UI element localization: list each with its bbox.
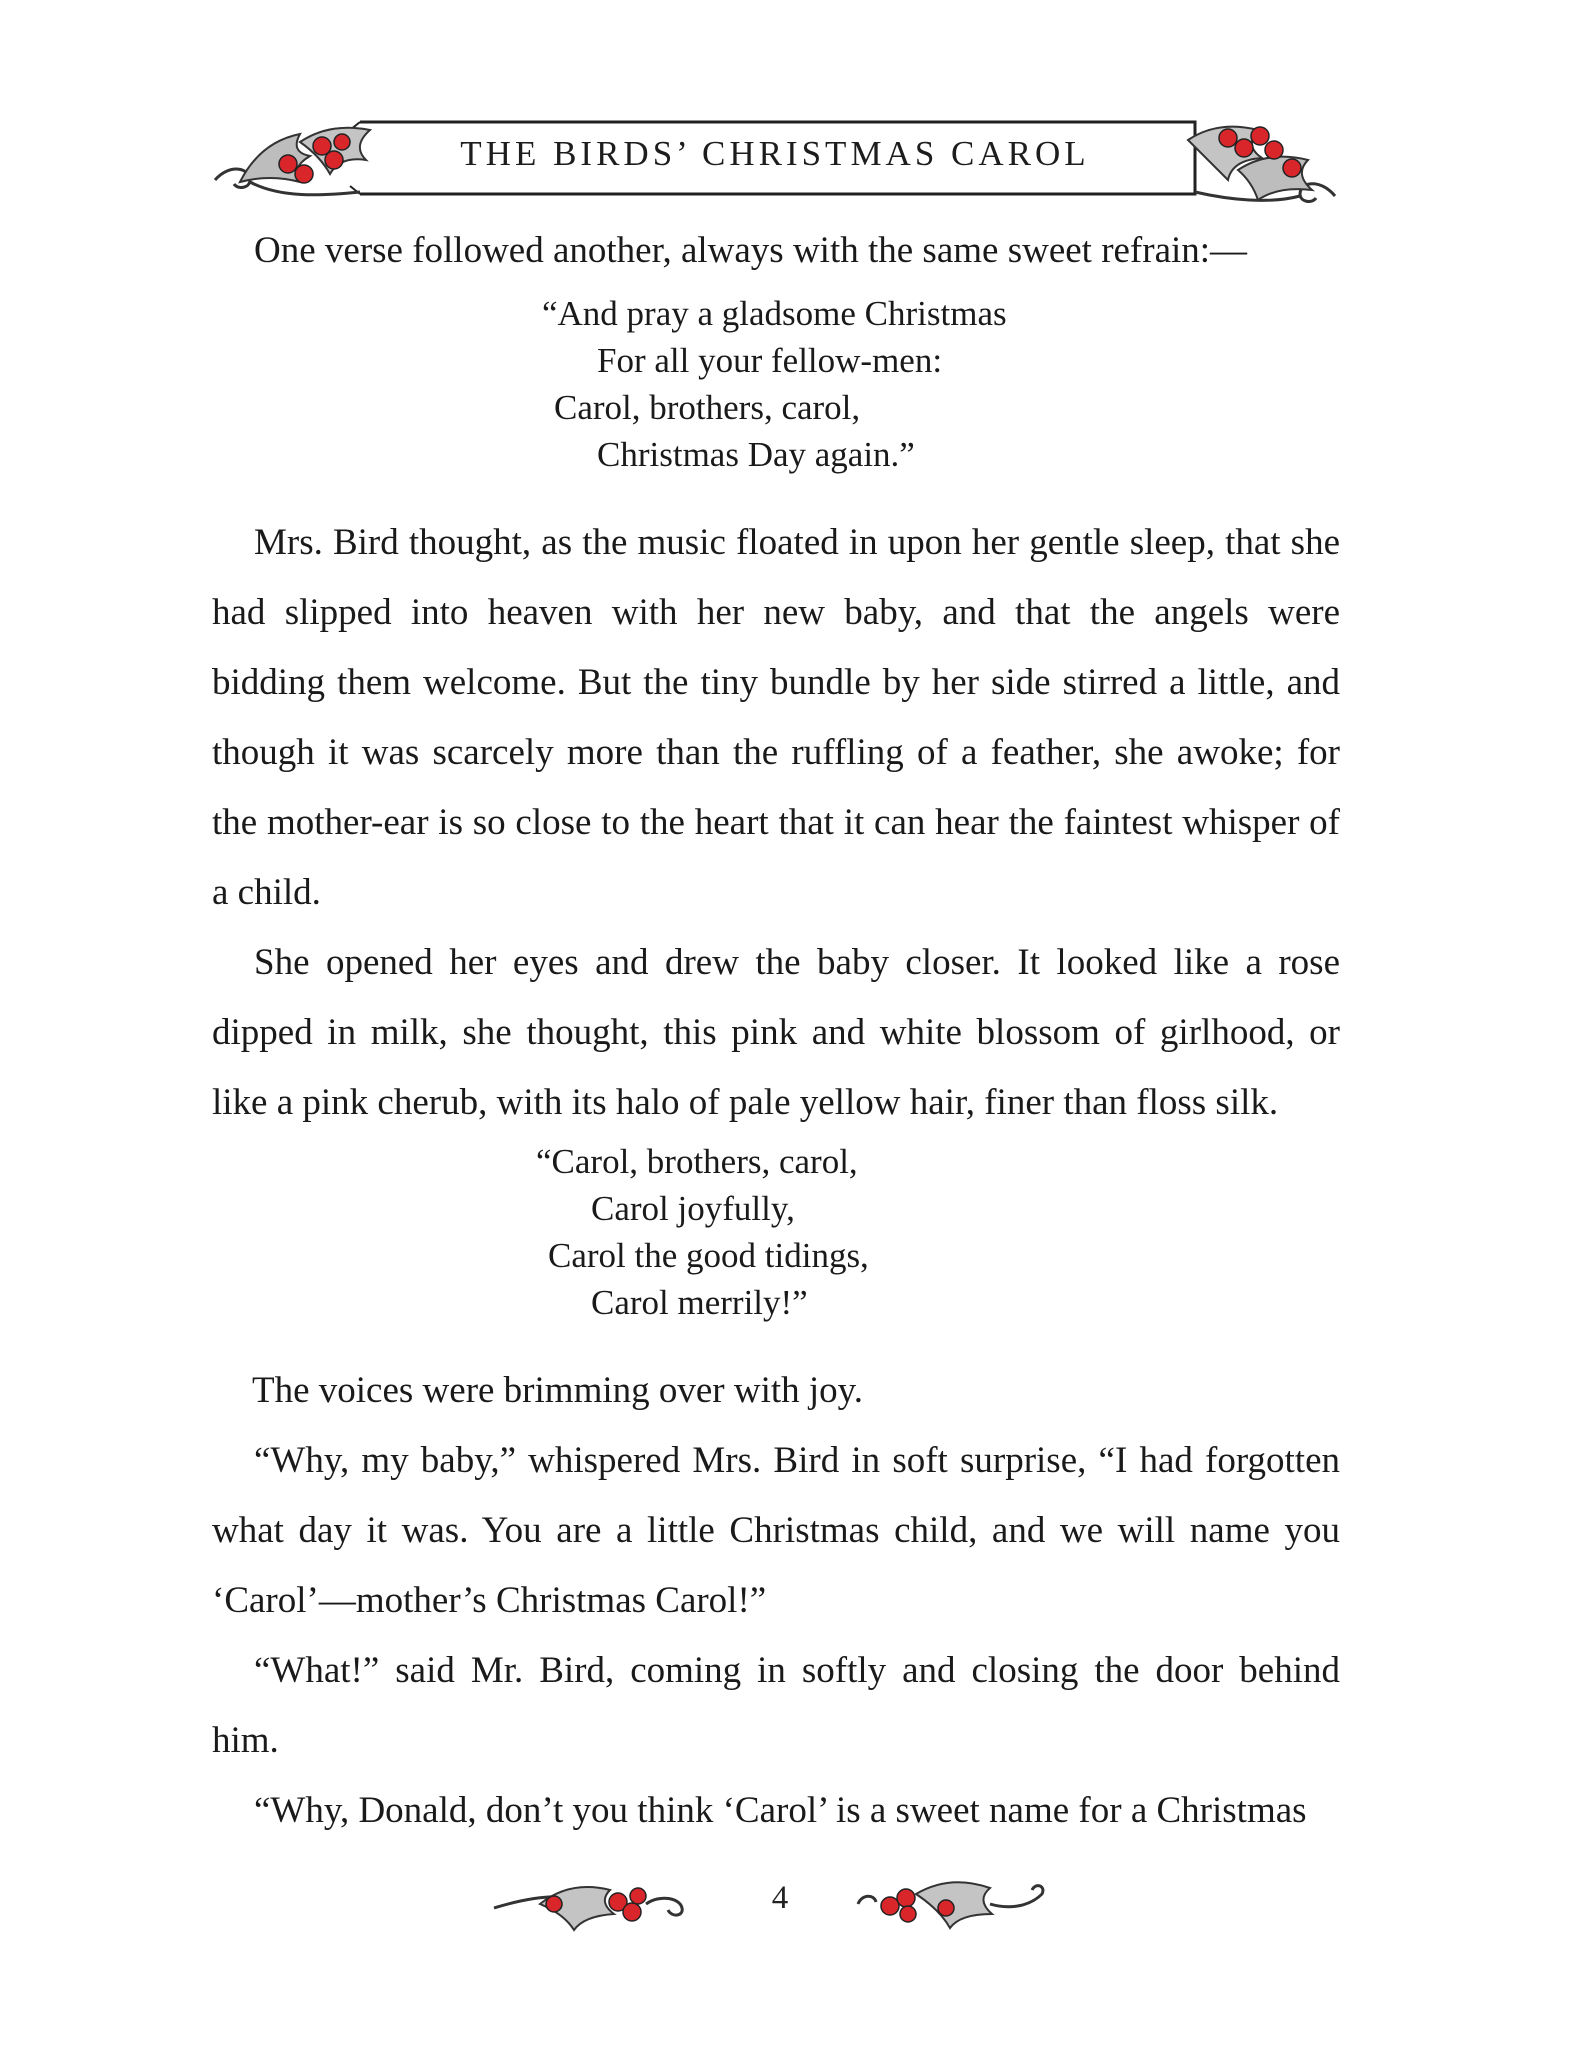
verse-line: Christmas Day again.” [597, 435, 915, 474]
page-body [212, 222, 1340, 1846]
running-header [210, 108, 1340, 212]
intro-paragraph: One verse followed another, always with the same sweet refrain:— [254, 230, 1248, 271]
page-number: 4 [771, 1880, 789, 1916]
verse-line: Carol joyfully, [591, 1189, 795, 1228]
verse-line: Carol the good tidings, [548, 1236, 869, 1275]
body-paragraph: Mrs. Bird thought, as the music floated in upon her gentle sleep, that she had slipped into heaven with her new baby, and that the angels were bidding them welcome. But the tiny bundle by her side stirred a little, and though it was scarcely more than the ruffling of a feather, she awoke; for the mother-ear is so close to the heart that it can hear the faintest whisper of a child. [212, 522, 1340, 913]
verse-line: “And pray a gladsome Christmas [542, 294, 1007, 333]
verse-line: For all your fellow-men: [597, 341, 943, 380]
running-title: THE BIRDS’ CHRISTMAS CAROL [460, 134, 1090, 173]
body-paragraph: “Why, my baby,” whispered Mrs. Bird in soft surprise, “I had forgotten what day it was. You are a little Christmas child, and we will name you ‘Carol’—mother’s Christmas Carol!” [212, 1440, 1340, 1621]
body-paragraph: “Why, Donald, don’t you think ‘Carol’ is a sweet name for a Christmas [254, 1790, 1307, 1831]
verse-line: Carol, brothers, carol, [554, 388, 861, 427]
body-paragraph: “What!” said Mr. Bird, coming in softly and closing the door behind him. [212, 1650, 1340, 1761]
body-paragraph: The voices were brimming over with joy. [252, 1370, 864, 1411]
holly-footer-right-icon [850, 1864, 1050, 1944]
body-paragraph: She opened her eyes and drew the baby closer. It looked like a rose dipped in milk, she thought, this pink and white blossom of girlhood, or like a pink cherub, with its halo of pale yellow hair, finer than floss silk. [212, 942, 1340, 1123]
holly-right-icon [1178, 110, 1328, 206]
page-footer [490, 1864, 1070, 1944]
verse-line: “Carol, brothers, carol, [536, 1142, 858, 1181]
verse-line: Carol merrily!” [591, 1283, 808, 1322]
holly-left-icon [230, 112, 380, 208]
verse-stanza-1 [212, 280, 1340, 508]
verse-stanza-2 [212, 1138, 1340, 1356]
